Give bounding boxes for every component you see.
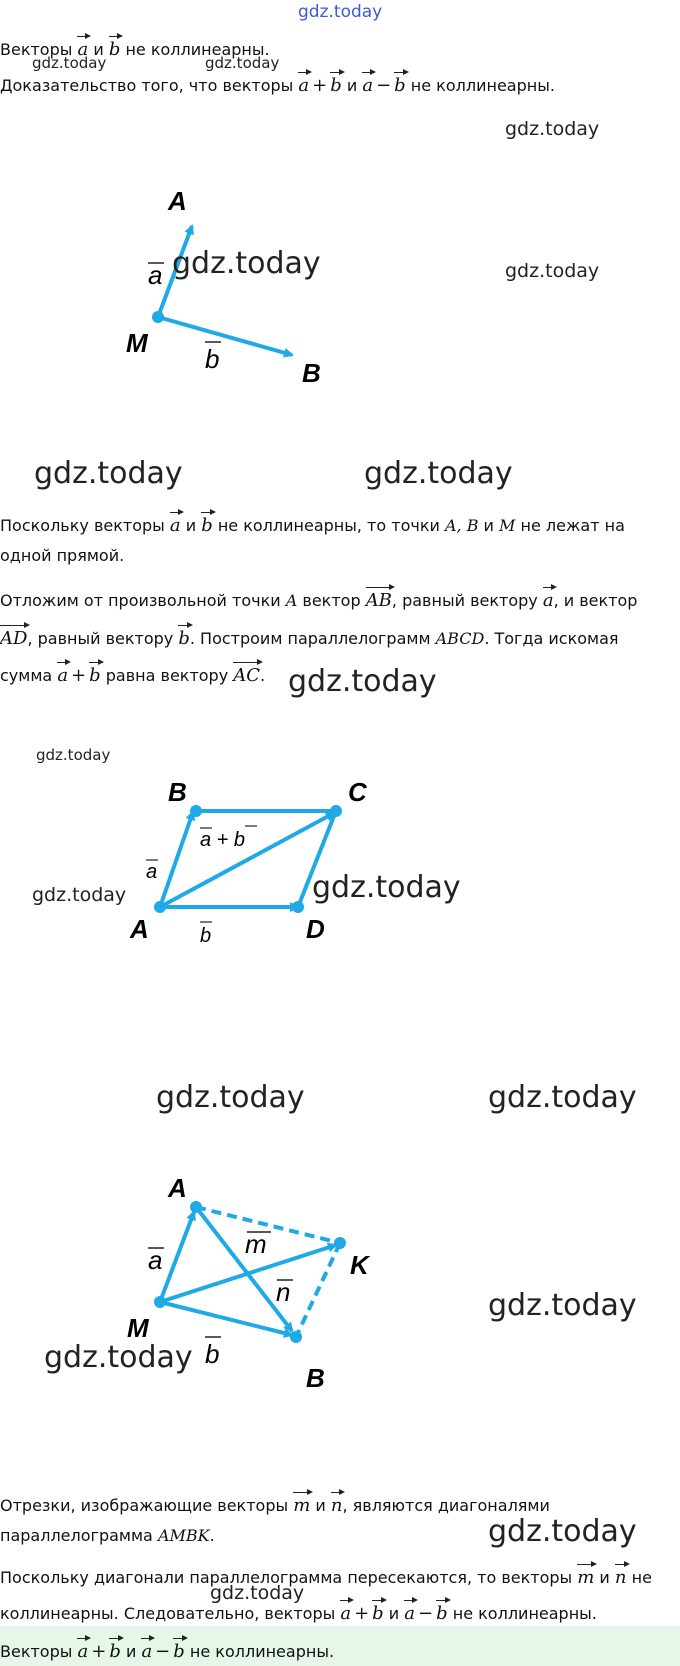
diagonals-paragraph: Отрезки, изображающие векторы m и n, являются диагоналями (0, 1490, 680, 1516)
conclusion-paragraph: Поскольку диагонали параллелограмма пересекаются, то векторы m и n не (0, 1562, 680, 1588)
watermark: gdz.today (364, 456, 513, 491)
statement-paragraph: Векторы a и b не коллинеарны. (0, 34, 680, 60)
label-b-point: B (306, 1363, 325, 1393)
label-vector-a: a (148, 1245, 163, 1275)
watermark: gdz.today (505, 260, 600, 282)
vector-b-line (158, 317, 292, 355)
figure-parallelogram-abcd (0, 760, 680, 960)
vector-b-symbol: b (109, 34, 121, 60)
label-b-point: B (302, 358, 321, 388)
label-b-point: B (168, 777, 187, 807)
watermark: gdz.today (505, 118, 600, 140)
vector-ma-line (160, 1212, 194, 1302)
label-vector-a: a (146, 861, 158, 883)
vector-a-symbol: a (77, 34, 88, 60)
point-b (190, 805, 202, 817)
watermark: gdz.today (44, 1340, 193, 1375)
conclusion-paragraph-cont: коллинеарны. Следовательно, векторы a + b и a − b не коллинеарны. (0, 1598, 680, 1624)
construction-paragraph-cont: AD, равный вектору b. Построим параллелограмм ABCD. Тогда искомая (0, 623, 680, 649)
watermark: gdz.today (32, 884, 127, 906)
label-c-point: C (348, 777, 367, 807)
label-vector-a-plus-b: a + b (200, 829, 246, 851)
construction-paragraph: Отложим от произвольной точки A вектор AB, равный вектору a, и вектор (0, 585, 680, 611)
watermark: gdz.today (210, 1582, 305, 1604)
construction-paragraph-end: сумма a + b равна вектору AC. (0, 660, 680, 686)
figure-vectors-a-b (0, 170, 680, 400)
watermark: gdz.today (312, 870, 461, 905)
points-paragraph-cont: одной прямой. (0, 546, 125, 565)
point-d (292, 901, 304, 913)
label-m-point: M (127, 1313, 149, 1343)
label-vector-b: b (205, 1339, 220, 1369)
label-a-point: A (130, 914, 149, 944)
point-c (330, 805, 342, 817)
points-paragraph: Поскольку векторы a и b не коллинеарны, то точки A, B и M не лежат на (0, 510, 680, 536)
label-vector-b: b (200, 925, 212, 947)
label-d-point: D (306, 914, 325, 944)
point-b (290, 1331, 302, 1343)
label-m-point: M (126, 328, 148, 358)
watermark: gdz.today (32, 54, 107, 72)
watermark: gdz.today (156, 1080, 305, 1115)
label-vector-a: a (148, 260, 163, 290)
point-a (154, 901, 166, 913)
label-k-point: K (350, 1250, 369, 1280)
diagonals-paragraph-cont: параллелограмма AMBK. (0, 1526, 215, 1545)
watermark: gdz.today (34, 456, 183, 491)
watermark: gdz.today (488, 1080, 637, 1115)
watermark: gdz.today (205, 54, 280, 72)
label-a-point: A (168, 1173, 187, 1203)
top-watermark: gdz.today (298, 2, 383, 22)
watermark: gdz.today (288, 664, 437, 699)
watermark: gdz.today (172, 246, 321, 281)
label-vector-n: n (276, 1277, 291, 1307)
answer-text: Векторы a + b и a − b не коллинеарны. (0, 1636, 680, 1662)
watermark: gdz.today (488, 1288, 637, 1323)
point-k (334, 1237, 346, 1249)
label-a-point: A (168, 186, 187, 216)
label-vector-b: b (205, 344, 220, 374)
point-a (190, 1201, 202, 1213)
watermark: gdz.today (36, 746, 111, 764)
watermark: gdz.today (488, 1514, 637, 1549)
goal-paragraph: Доказательство того, что векторы a + b и a − b не коллинеарны. (0, 70, 680, 96)
label-vector-m: m (245, 1229, 267, 1259)
point-m (152, 311, 164, 323)
point-m (154, 1296, 166, 1308)
